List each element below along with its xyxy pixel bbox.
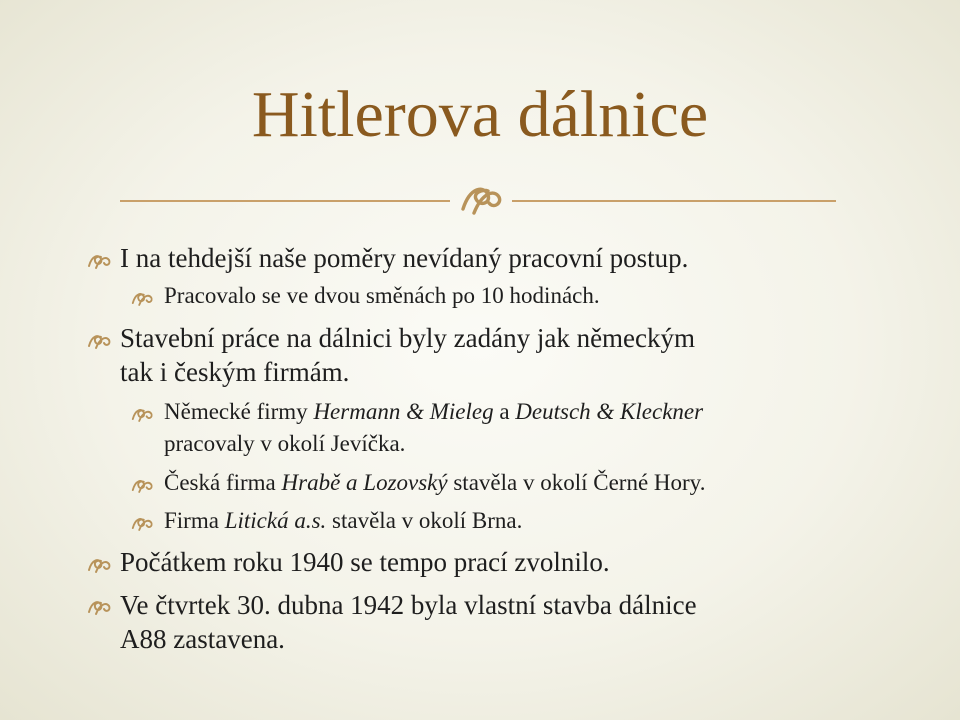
bullet-3 — [120, 545, 610, 579]
bullet-4-line-2: A88 zastavena. — [120, 624, 285, 654]
title-divider — [120, 178, 836, 218]
slide-title: Hitlerova dálnice — [251, 78, 709, 151]
bullet-3-text: Počátkem roku 1940 se tempo prací zvolnilo. — [120, 547, 610, 577]
bullet-1-1 — [164, 280, 600, 312]
divider-rule-left — [120, 200, 450, 202]
scroll-bullet-icon — [130, 290, 154, 307]
scroll-bullet-icon — [86, 556, 112, 574]
bullet-4 — [120, 588, 697, 656]
scroll-bullet-icon — [130, 406, 154, 423]
scroll-bullet-icon — [130, 477, 154, 494]
bullet-2-line-2: tak i českým firmám. — [120, 357, 350, 387]
scroll-bullet-icon — [86, 252, 112, 270]
firm-name-liticka: Litická a.s. — [224, 508, 327, 533]
bullet-2 — [120, 321, 695, 389]
bullet-2-2-prefix: Česká firma — [164, 470, 282, 495]
bullet-2-2 — [164, 467, 705, 499]
bullet-2-2-suffix: stavěla v okolí Černé Hory. — [447, 470, 706, 495]
scroll-bullet-icon — [86, 332, 112, 350]
bullet-2-1 — [164, 396, 703, 460]
bullet-1 — [120, 241, 688, 275]
bullet-2-3-suffix: stavěla v okolí Brna. — [326, 508, 523, 533]
divider-rule-right — [512, 200, 836, 202]
firm-name-deutsch-kleckner: Deutsch & Kleckner — [515, 399, 704, 424]
scroll-ornament-icon — [452, 178, 510, 218]
bullet-1-1-text: Pracovalo se ve dvou směnách po 10 hodinách. — [164, 283, 600, 308]
firm-name-hermann-mieleg: Hermann & Mieleg — [313, 399, 494, 424]
scroll-bullet-icon — [86, 598, 112, 616]
bullet-2-1-mid: a — [493, 399, 516, 424]
scroll-bullet-icon — [130, 515, 154, 532]
bullet-2-1-line-2: pracovaly v okolí Jevíčka. — [164, 431, 406, 456]
firm-name-hrabe-lozovsky: Hrabě a Lozovský — [281, 470, 448, 495]
bullet-2-3-prefix: Firma — [164, 508, 225, 533]
bullet-2-line-1: Stavební práce na dálnici byly zadány jak německým — [120, 323, 696, 353]
bullet-1-text: I na tehdejší naše poměry nevídaný pracovní postup. — [120, 243, 689, 273]
bullet-2-3 — [164, 505, 522, 537]
bullet-2-1-prefix: Německé firmy — [164, 399, 314, 424]
bullet-4-line-1: Ve čtvrtek 30. dubna 1942 byla vlastní stavba dálnice — [120, 590, 697, 620]
